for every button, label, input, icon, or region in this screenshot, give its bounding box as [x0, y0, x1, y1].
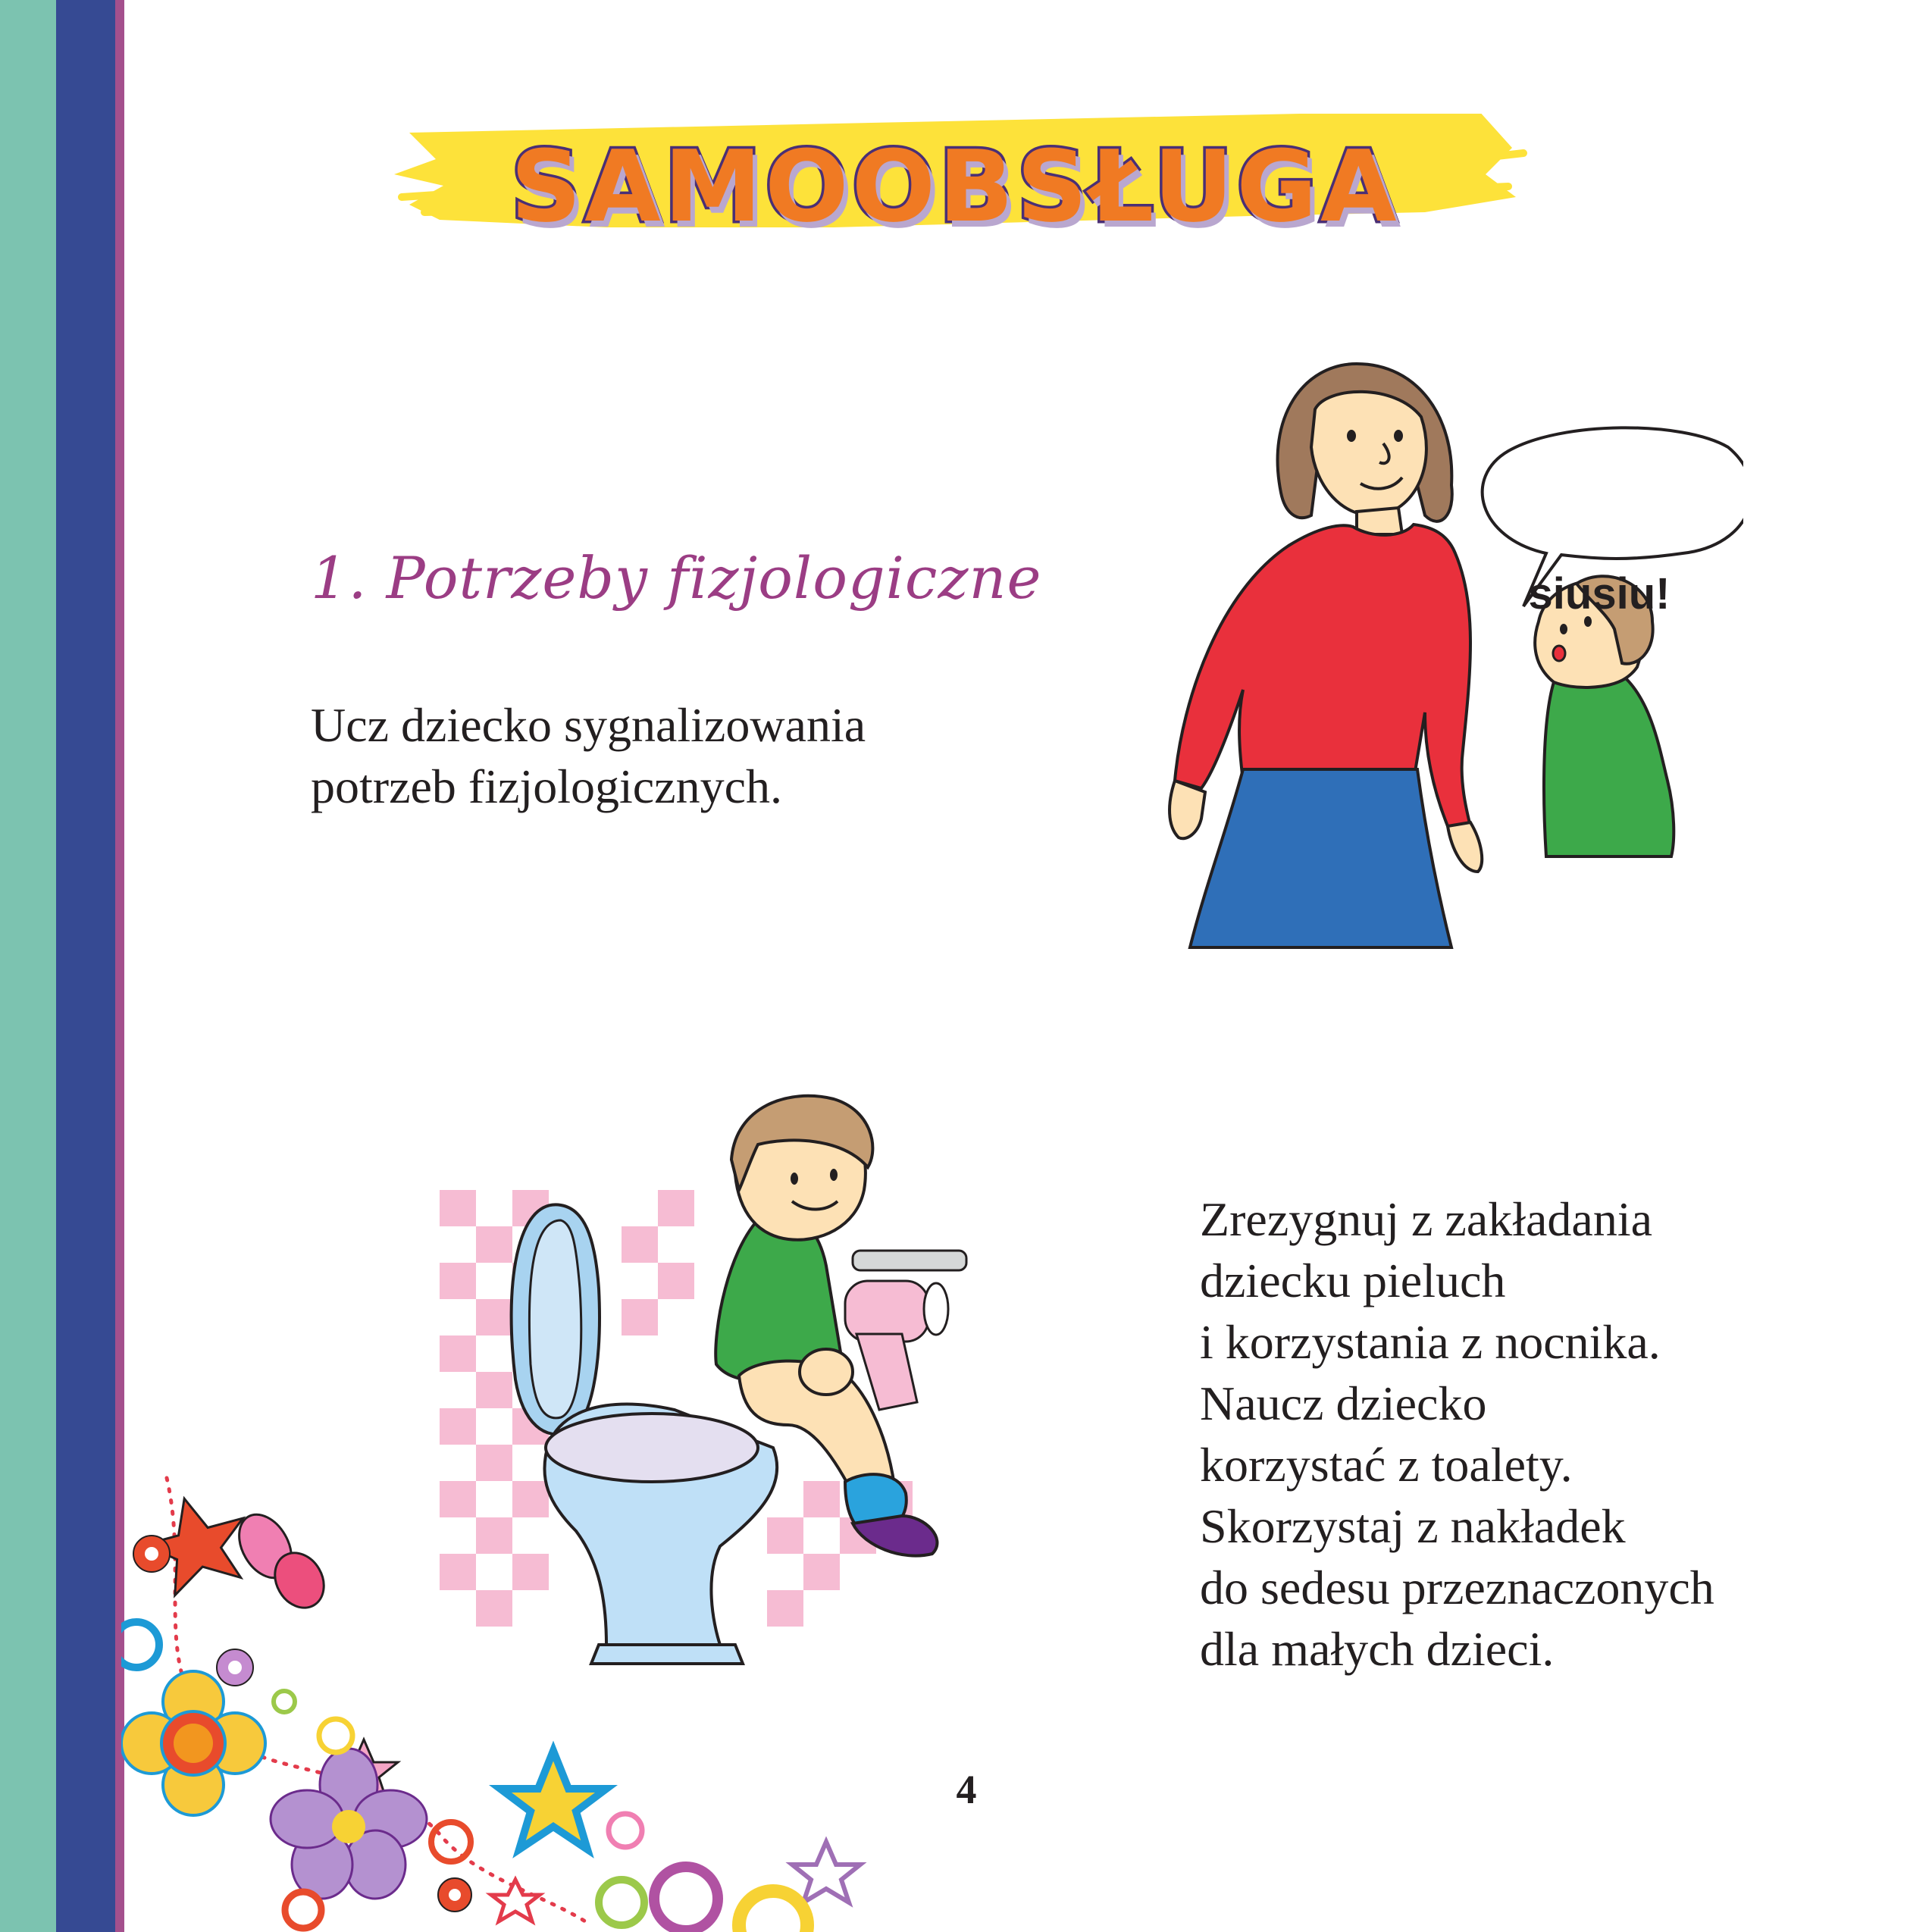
left-stripe-teal [0, 0, 56, 1932]
mother-and-child-illustration [1152, 356, 1743, 963]
title-banner [379, 114, 1531, 265]
paragraph-line: dla małych dzieci. [1200, 1622, 1555, 1676]
speech-bubble-text: siusiu! [1528, 569, 1671, 618]
paragraph-line: potrzeb fizjologicznych. [311, 759, 782, 813]
paragraph-line: Zrezygnuj z zakładania [1200, 1192, 1652, 1246]
paragraph-line: do sedesu przeznaczonych [1200, 1561, 1714, 1614]
section-heading: 1. Potrzeby fizjologiczne [311, 544, 1042, 612]
paragraph-signalling [311, 694, 866, 817]
paragraph-line: dziecku pieluch [1200, 1254, 1506, 1307]
paragraph-line: Skorzystaj z nakładek [1200, 1499, 1626, 1553]
page-title: SAMOOBSŁUGA [510, 129, 1400, 244]
paragraph-line: Naucz dziecko [1200, 1376, 1487, 1430]
page-number: 4 [956, 1767, 977, 1812]
paragraph-line: i korzystania z nocnika. [1200, 1315, 1661, 1369]
left-stripe-blue [56, 0, 115, 1932]
paragraph-toilet [1200, 1188, 1714, 1680]
paragraph-line: korzystać z toalety. [1200, 1438, 1573, 1492]
paragraph-line: Ucz dziecko sygnalizowania [311, 698, 866, 752]
flowers-stars-decoration [121, 1470, 917, 1932]
